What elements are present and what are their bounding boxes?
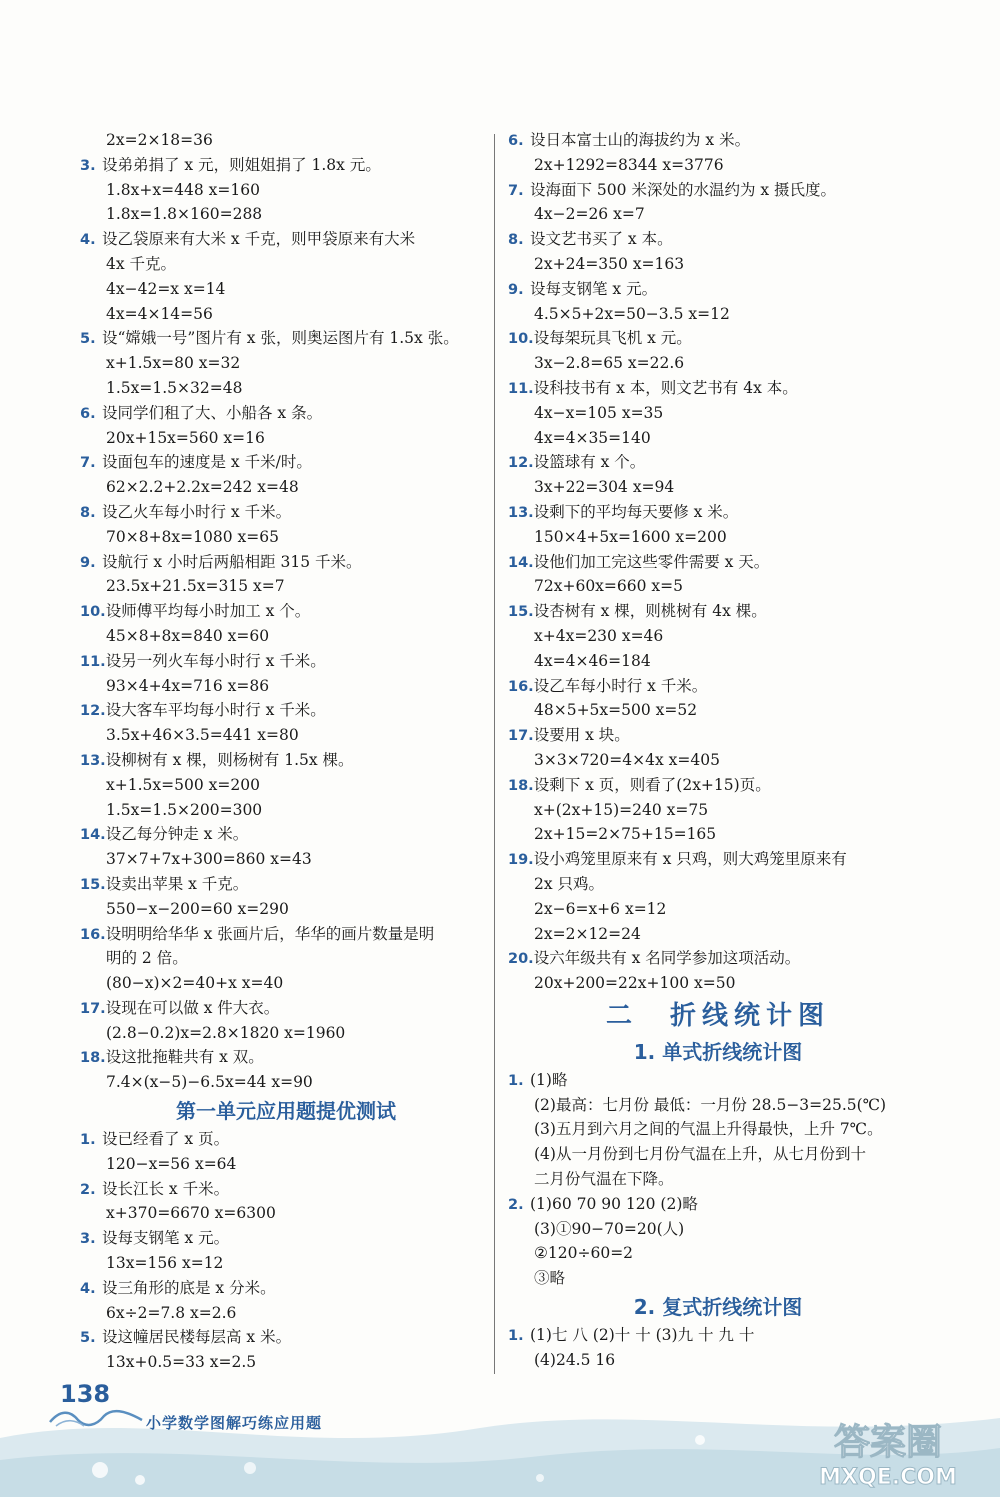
question-number: 17.: [80, 1000, 106, 1017]
question-number: 11.: [508, 380, 534, 397]
question-text: (1)60 70 90 120 (2)略: [530, 1194, 698, 1213]
question-text: 设师傅平均每小时加工 x 个。: [105, 602, 311, 621]
answer-line: 13x+0.5=33 x=2.5: [106, 1353, 257, 1372]
answer-line: 20x+15x=560 x=16: [106, 428, 265, 447]
question-text: 设明明给华华 x 张画片后，华华的画片数量是明: [105, 924, 435, 943]
answer-line: 2x 只鸡。: [534, 874, 605, 893]
question-number: 20.: [508, 951, 534, 968]
question-text: 设乙火车每小时行 x 千米。: [102, 502, 292, 521]
question-number: 14.: [508, 554, 534, 571]
left-column: [80, 128, 492, 1375]
question-text: (1)七 八 (2)十 十 (3)九 十 九 十: [530, 1326, 755, 1345]
question-number: 8.: [80, 504, 96, 521]
question-number: 1.: [508, 1328, 524, 1345]
question-number: 3.: [80, 157, 96, 174]
question-line: [80, 326, 492, 351]
question-text: 设卖出苹果 x 千克。: [105, 874, 249, 893]
question-number: 8.: [508, 232, 524, 249]
answer-line: 3x−2.8=65 x=22.6: [534, 354, 685, 373]
question-line: [80, 748, 492, 773]
question-text: 设面包车的速度是 x 千米/时。: [102, 453, 312, 472]
question-line: [80, 996, 492, 1021]
question-line: [80, 1045, 492, 1070]
question-number: 13.: [508, 504, 534, 521]
question-line: [508, 773, 928, 798]
answer-line: 二月份气温在下降。: [534, 1170, 674, 1189]
answer-line: 2x+24=350 x=163: [534, 254, 685, 273]
question-number: 3.: [80, 1231, 96, 1248]
question-number: 11.: [80, 653, 106, 670]
question-number: 4.: [80, 1280, 96, 1297]
question-line: [508, 674, 928, 699]
question-line: [80, 1177, 492, 1202]
question-text: 设大客车平均每小时行 x 千米。: [105, 701, 326, 720]
answer-line: 4.5×5+2x=50−3.5 x=12: [534, 304, 730, 323]
question-line: [80, 822, 492, 847]
question-text: 设航行 x 小时后两船相距 315 千米。: [102, 552, 362, 571]
question-line: [80, 872, 492, 897]
question-line: [80, 550, 492, 575]
question-number: 6.: [508, 133, 524, 149]
question-line: [508, 946, 928, 971]
question-number: 15.: [80, 876, 106, 893]
question-line: [80, 599, 492, 624]
column-divider: [494, 134, 495, 1374]
answer-line: (80−x)×2=40+x x=40: [106, 974, 284, 993]
question-line: [508, 1192, 928, 1217]
question-number: 12.: [508, 455, 534, 472]
answer-line: (4)从一月份到七月份气温在上升，从七月份到十: [534, 1145, 866, 1164]
question-text: 设海面下 500 米深处的水温约为 x 摄氏度。: [530, 180, 837, 199]
answer-line: 72x+60x=660 x=5: [534, 577, 684, 596]
answer-line: 62×2.2+2.2x=242 x=48: [106, 478, 299, 497]
question-text: (1)略: [530, 1070, 568, 1089]
answer-line: 2x=2×12=24: [534, 924, 641, 943]
answer-line: (3)五月到六月之间的气温上升得最快，上升 7℃。: [534, 1120, 883, 1139]
section-title: 二 折线统计图: [605, 1000, 830, 1031]
question-number: 14.: [80, 827, 106, 844]
question-line: [508, 227, 928, 252]
answer-line: 150×4+5x=1600 x=200: [534, 527, 727, 546]
question-number: 7.: [80, 455, 96, 472]
question-line: [508, 326, 928, 351]
answer-line: 45×8+8x=840 x=60: [106, 626, 270, 645]
question-text: 设乙每分钟走 x 米。: [105, 825, 249, 844]
question-text: 设现在可以做 x 件大衣。: [105, 998, 280, 1017]
question-number: 7.: [508, 182, 524, 199]
question-number: 2.: [80, 1181, 96, 1198]
watermark-bottom-text: MXQE.COM: [819, 1465, 957, 1490]
question-number: 18.: [508, 777, 534, 794]
question-line: [508, 277, 928, 302]
answer-line: (2.8−0.2)x=2.8×1820 x=1960: [106, 1023, 346, 1042]
section-title: 2. 复式折线统计图: [633, 1295, 803, 1320]
question-text: 设已经看了 x 页。: [102, 1130, 230, 1149]
answer-line: 4x=4×35=140: [534, 428, 651, 447]
question-number: 12.: [80, 703, 106, 720]
question-number: 16.: [80, 926, 106, 943]
question-number: 18.: [80, 1050, 106, 1067]
question-line: [80, 450, 492, 475]
question-text: 设每支钢笔 x 元。: [530, 279, 658, 298]
answer-line: 13x=156 x=12: [106, 1254, 224, 1273]
question-line: [508, 1068, 928, 1093]
answer-line: 550−x−200=60 x=290: [106, 899, 289, 918]
book-title: 小学数学图解巧练应用题: [146, 1414, 323, 1432]
answer-line: 1.8x=1.8×160=288: [106, 205, 263, 224]
answer-line: x+1.5x=80 x=32: [106, 354, 241, 373]
question-text: 设日本富士山的海拔约为 x 米。: [530, 131, 751, 149]
answer-line: 20x+200=22x+100 x=50: [534, 974, 736, 993]
question-line: [508, 550, 928, 575]
question-line: [508, 847, 928, 872]
question-number: 6.: [80, 405, 96, 422]
answer-line: 3×3×720=4×4x x=405: [534, 750, 720, 769]
question-number: 13.: [80, 752, 106, 769]
question-number: 5.: [80, 1330, 96, 1347]
answer-line: 1.8x+x=448 x=160: [106, 180, 260, 199]
question-number: 9.: [80, 554, 96, 571]
page-number: 138: [60, 1380, 111, 1408]
answer-line: x+370=6670 x=6300: [106, 1204, 276, 1223]
answer-line: 4x 千克。: [106, 254, 177, 273]
question-text: 设每架玩具飞机 x 元。: [533, 329, 692, 348]
question-number: 2.: [508, 1196, 524, 1213]
answer-line: 4x=4×46=184: [534, 651, 651, 670]
question-text: 设六年级共有 x 名同学参加这项活动。: [533, 949, 801, 968]
answer-line: 23.5x+21.5x=315 x=7: [106, 577, 285, 596]
question-text: 设乙袋原来有大米 x 千克，则甲袋原来有大米: [102, 230, 416, 249]
question-line: [508, 450, 928, 475]
question-number: 9.: [508, 281, 524, 298]
question-line: [80, 1276, 492, 1301]
answer-line: 4x−42=x x=14: [106, 279, 226, 298]
question-line: [80, 1226, 492, 1251]
answer-line: ③略: [534, 1269, 566, 1288]
question-number: 1.: [508, 1072, 524, 1089]
answer-line: 120−x=56 x=64: [106, 1154, 237, 1173]
question-line: [80, 1127, 492, 1152]
question-line: [508, 599, 928, 624]
question-line: [80, 153, 492, 178]
question-line: [80, 401, 492, 426]
question-line: [80, 922, 492, 947]
question-line: [508, 500, 928, 525]
answer-line: 6x÷2=7.8 x=2.6: [106, 1303, 237, 1322]
question-text: 设文艺书买了 x 本。: [530, 230, 673, 249]
answer-line: 4x=4×14=56: [106, 304, 213, 323]
question-line: [508, 376, 928, 401]
answer-line: 70×8+8x=1080 x=65: [106, 527, 279, 546]
right-column: [508, 128, 928, 1373]
answer-line: x+(2x+15)=240 x=75: [534, 800, 709, 819]
question-number: 19.: [508, 852, 534, 869]
question-line: [80, 698, 492, 723]
question-text: 设小鸡笼里原来有 x 只鸡，则大鸡笼里原来有: [533, 850, 847, 869]
answer-line: 37×7+7x+300=860 x=43: [106, 850, 312, 869]
answer-line: 2x−6=x+6 x=12: [534, 899, 667, 918]
answer-line: 3x+22=304 x=94: [534, 478, 675, 497]
question-text: 设长江长 x 千米。: [102, 1179, 230, 1198]
answer-line: (4)24.5 16: [534, 1350, 616, 1369]
question-text: 设剩下 x 页，则看了(2x+15)页。: [533, 775, 771, 794]
answer-line: 3.5x+46×3.5=441 x=80: [106, 726, 299, 745]
question-line: [80, 649, 492, 674]
question-line: [80, 1325, 492, 1350]
answer-line: 2x+15=2×75+15=165: [534, 825, 717, 844]
question-text: 设剩下的平均每天要修 x 米。: [533, 502, 739, 521]
answer-line: (2)最高：七月份 最低：一月份 28.5−3=25.5(℃): [534, 1095, 887, 1114]
answer-line: 2x+1292=8344 x=3776: [534, 155, 724, 174]
question-text: 设弟弟捐了 x 元，则姐姐捐了 1.8x 元。: [102, 155, 381, 174]
watermark-logo: [788, 1414, 988, 1490]
question-line: [80, 500, 492, 525]
answer-line: ②120÷60=2: [534, 1244, 634, 1263]
answer-line: (3)①90−70=20(人): [534, 1219, 685, 1238]
answer-line: 4x−2=26 x=7: [534, 205, 645, 224]
question-number: 15.: [508, 604, 534, 621]
question-number: 4.: [80, 232, 96, 249]
answer-line: x+1.5x=500 x=200: [106, 775, 260, 794]
answer-line: 7.4×(x−5)−6.5x=44 x=90: [106, 1073, 313, 1092]
section-title: 1. 单式折线统计图: [633, 1039, 803, 1064]
question-text: 设柳树有 x 棵，则杨树有 1.5x 棵。: [105, 750, 354, 769]
question-text: 设他们加工完这些零件需要 x 天。: [533, 552, 770, 571]
watermark-top-text: 答案圈: [833, 1422, 943, 1463]
answer-line: x+4x=230 x=46: [534, 626, 664, 645]
question-line: [508, 128, 928, 153]
question-line: [508, 723, 928, 748]
question-text: 设篮球有 x 个。: [533, 453, 646, 472]
question-line: [80, 227, 492, 252]
question-text: 设三角形的底是 x 分米。: [102, 1278, 276, 1297]
answer-line: 93×4+4x=716 x=86: [106, 676, 270, 695]
question-number: 16.: [508, 678, 534, 695]
answer-line: 2x=2×18=36: [106, 131, 213, 149]
answer-line: 1.5x=1.5×200=300: [106, 800, 263, 819]
answer-line: 1.5x=1.5×32=48: [106, 378, 243, 397]
question-number: 1.: [80, 1132, 96, 1149]
question-text: 设这幢居民楼每层高 x 米。: [102, 1328, 292, 1347]
question-text: 设杏树有 x 棵，则桃树有 4x 棵。: [533, 602, 767, 621]
question-number: 10.: [508, 331, 534, 348]
question-text: 设科技书有 x 本，则文艺书有 4x 本。: [533, 378, 798, 397]
question-text: 设要用 x 块。: [533, 726, 630, 745]
answer-line: 4x−x=105 x=35: [534, 403, 664, 422]
question-text: 设每支钢笔 x 元。: [102, 1229, 230, 1248]
question-text: 设“嫦娥一号”图片有 x 张，则奥运图片有 1.5x 张。: [102, 329, 459, 348]
question-text: 设乙车每小时行 x 千米。: [533, 676, 708, 695]
question-number: 10.: [80, 604, 106, 621]
question-text: 设这批拖鞋共有 x 双。: [105, 1048, 264, 1067]
answer-line: 48×5+5x=500 x=52: [534, 701, 698, 720]
question-text: 设另一列火车每小时行 x 千米。: [105, 651, 326, 670]
wave-ornament-icon: [48, 1408, 144, 1430]
question-text: 设同学们租了大、小船各 x 条。: [102, 403, 323, 422]
answer-line: 明的 2 倍。: [106, 949, 188, 968]
section-title: 第一单元应用题提优测试: [176, 1099, 396, 1124]
question-line: [508, 178, 928, 203]
question-line: [508, 1323, 928, 1348]
question-number: 5.: [80, 331, 96, 348]
question-number: 17.: [508, 728, 534, 745]
